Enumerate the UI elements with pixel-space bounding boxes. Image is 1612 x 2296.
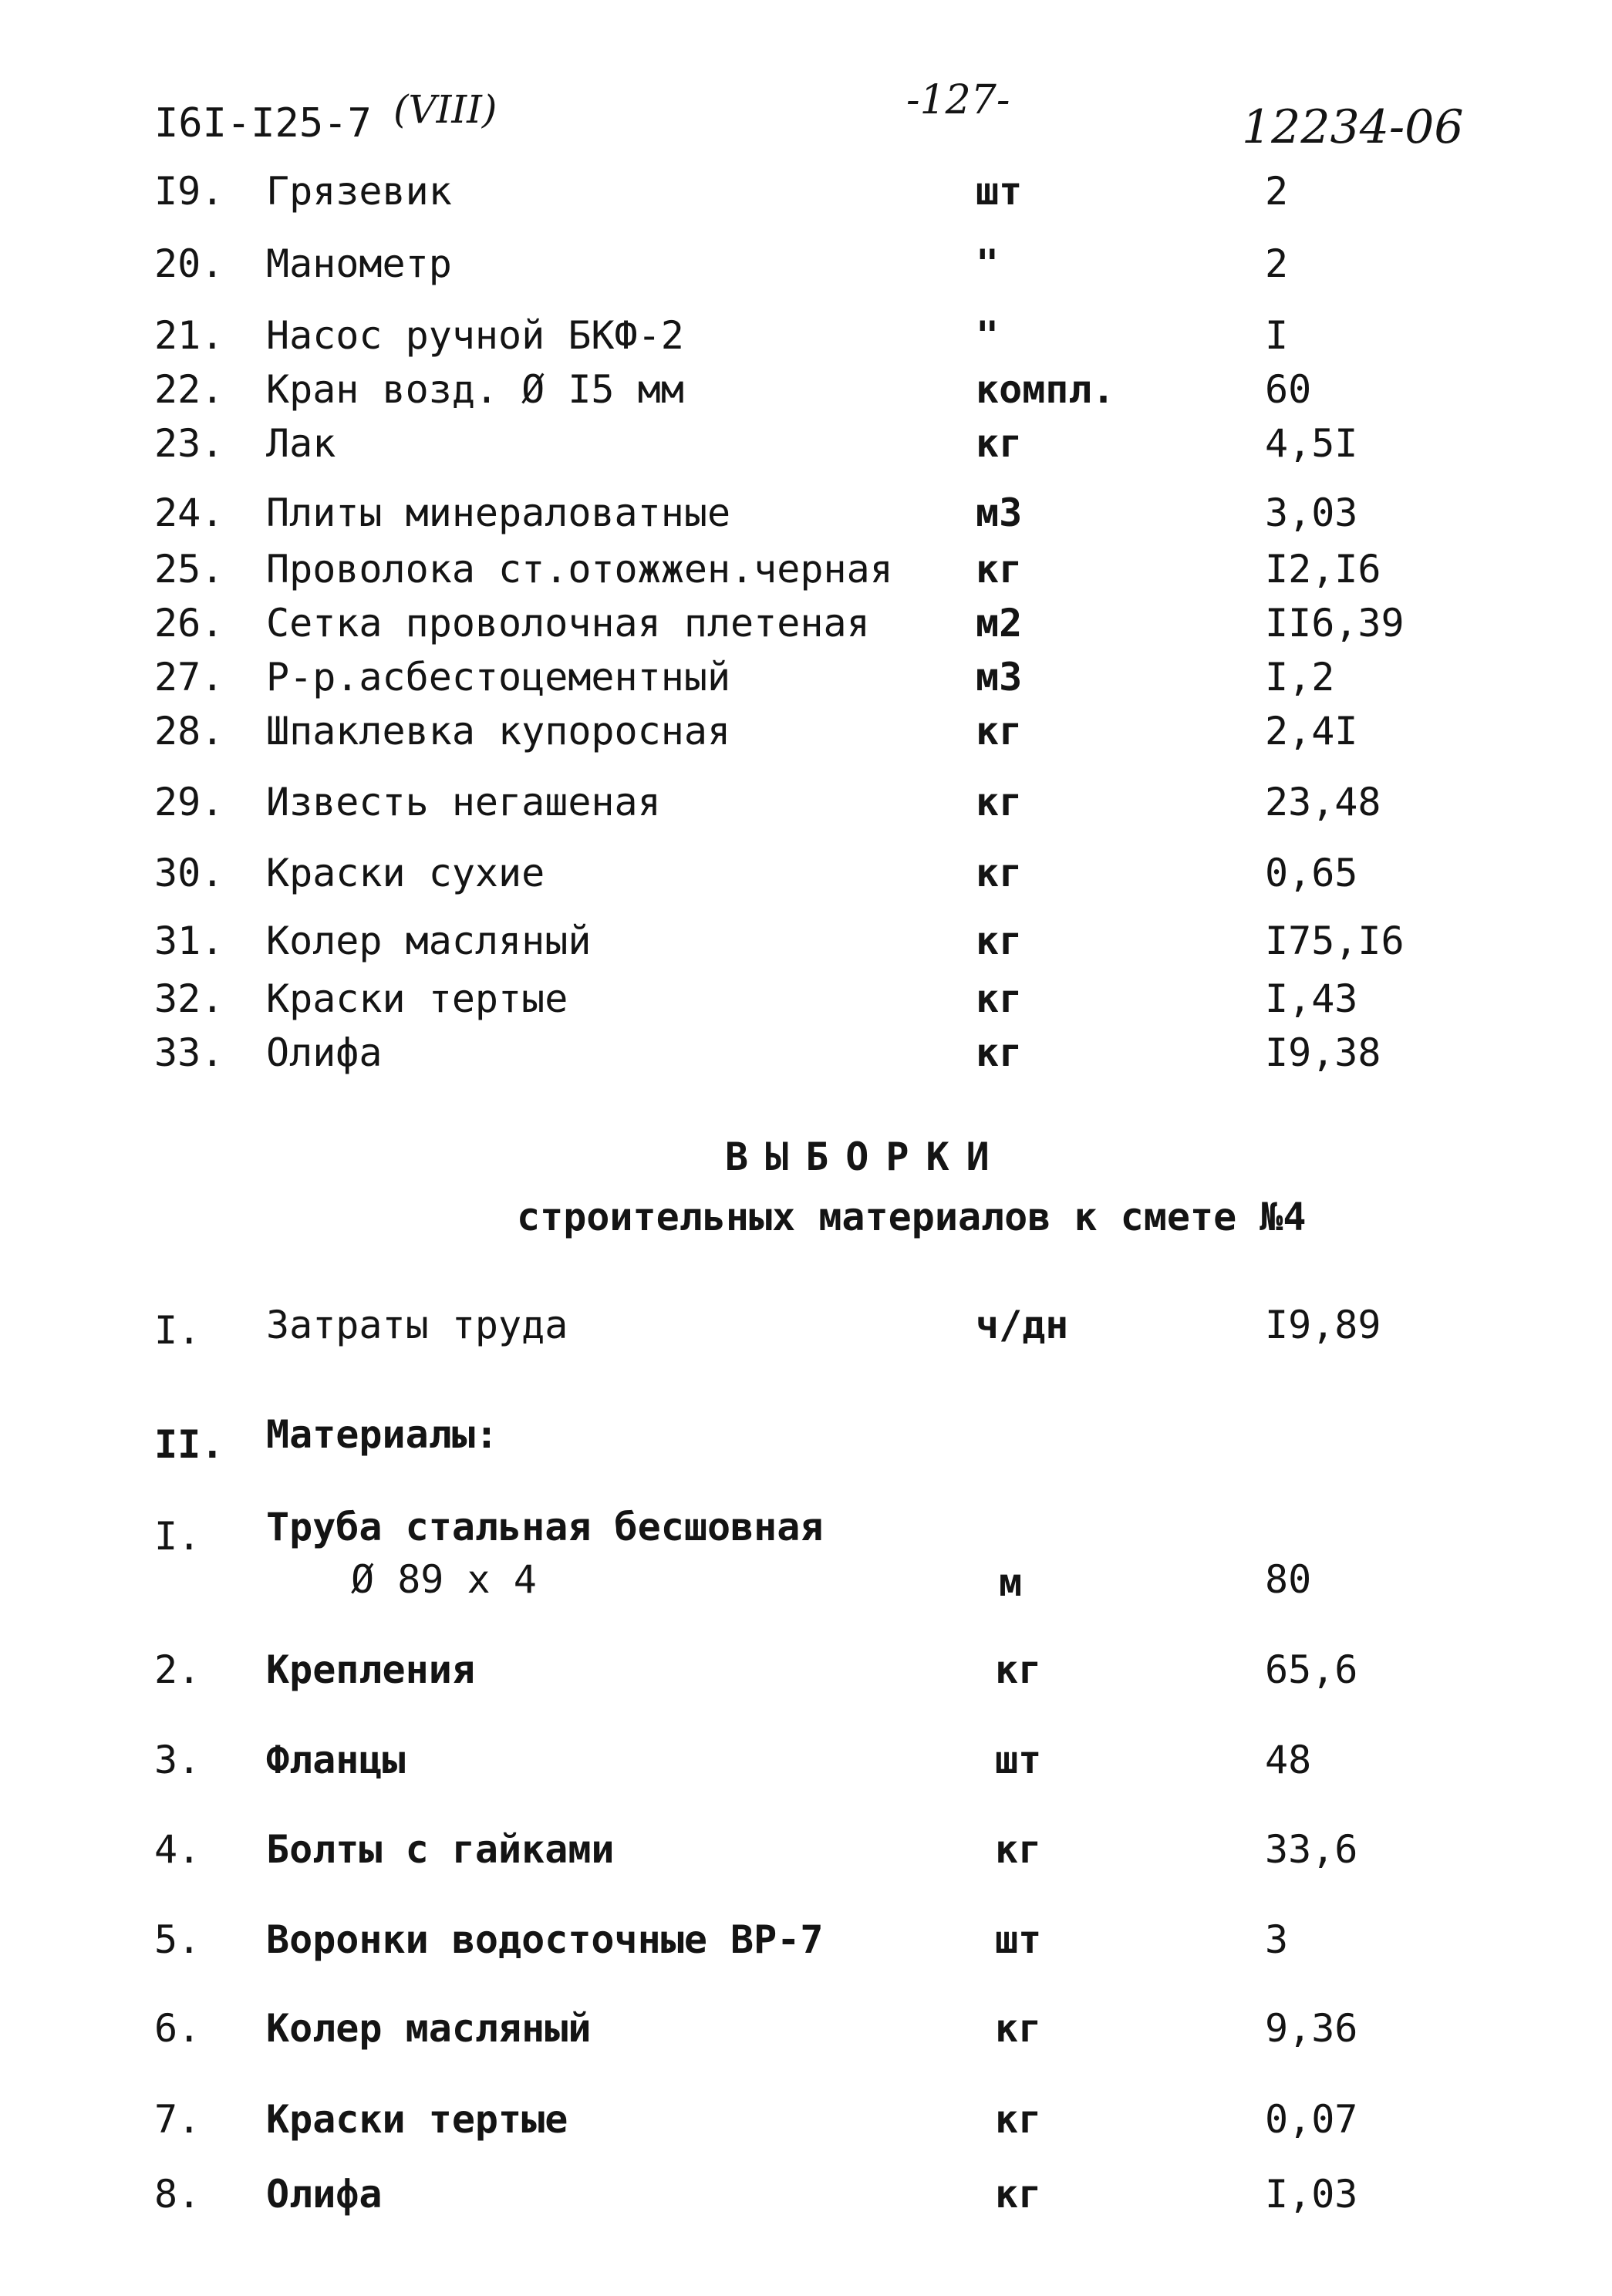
row-number: 25. (154, 547, 224, 592)
row-number: 7. (154, 2097, 201, 2142)
row-name: Лак (266, 421, 336, 466)
row-name: Олифа (266, 2172, 383, 2217)
row-quantity: 2 (1265, 241, 1289, 286)
row-number: 27. (154, 655, 224, 700)
row-number: 33. (154, 1030, 224, 1075)
row-quantity: 23,48 (1265, 780, 1381, 824)
row-quantity: 3 (1265, 1917, 1289, 1962)
materials-section-number: II. (154, 1422, 224, 1467)
document-code: I6I-I25-7 (154, 100, 372, 147)
row-unit: м (999, 1560, 1023, 1605)
row-number: 24. (154, 491, 224, 535)
row-quantity: I2,I6 (1265, 547, 1381, 592)
row-quantity: 2,4I (1265, 709, 1358, 754)
row-number: 6. (154, 2006, 201, 2051)
row-unit: " (976, 241, 1000, 286)
row-unit: кг (976, 780, 1023, 824)
row-quantity: I,43 (1265, 976, 1358, 1021)
row-unit: кг (995, 2097, 1042, 2142)
row-name: Воронки водосточные ВР-7 (266, 1917, 824, 1962)
volume-annotation: (VIII) (393, 87, 497, 132)
materials-section-label: Материалы: (266, 1412, 499, 1457)
row-name: Сетка проволочная плетеная (266, 601, 870, 646)
section-title: ВЫБОРКИ (725, 1135, 1007, 1179)
row-name: Краски тертые (266, 2097, 568, 2142)
row-unit: кг (995, 2006, 1042, 2051)
row-unit: кг (976, 851, 1023, 895)
row-unit: м3 (976, 655, 1023, 700)
row-number: 5. (154, 1917, 201, 1962)
row-quantity: I,2 (1265, 655, 1335, 700)
row-unit: шт (995, 1738, 1042, 1782)
row-spec: Ø 89 х 4 (351, 1557, 537, 1602)
row-unit: кг (976, 976, 1023, 1021)
row-unit: м2 (976, 601, 1023, 646)
row-quantity: 33,6 (1265, 1827, 1358, 1872)
row-number: 26. (154, 601, 224, 646)
row-name: Затраты труда (266, 1303, 568, 1347)
row-quantity: 0,65 (1265, 851, 1358, 895)
row-unit: " (976, 313, 1000, 358)
row-number: 28. (154, 709, 224, 754)
row-number: 31. (154, 919, 224, 963)
row-name: Шпаклевка купоросная (266, 709, 731, 754)
archive-number: 12234-06 (1242, 100, 1464, 154)
row-quantity: 48 (1265, 1738, 1312, 1782)
row-unit: м3 (976, 491, 1023, 535)
row-quantity: I,03 (1265, 2172, 1358, 2217)
row-number: 8. (154, 2172, 201, 2217)
row-unit: шт (995, 1917, 1042, 1962)
row-name: Проволока ст.отожжен.черная (266, 547, 893, 592)
row-name: Фланцы (266, 1738, 406, 1782)
row-quantity: 9,36 (1265, 2006, 1358, 2051)
row-name: Болты с гайками (266, 1827, 615, 1872)
row-name: Труба стальная бесшовная (266, 1505, 824, 1549)
row-unit: кг (976, 421, 1023, 466)
row-unit: кг (995, 2172, 1042, 2217)
row-name: Олифа (266, 1030, 383, 1075)
row-number: 29. (154, 780, 224, 824)
row-unit: кг (995, 1647, 1042, 1692)
row-quantity: I75,I6 (1265, 919, 1405, 963)
row-name: Колер масляный (266, 919, 592, 963)
row-name: Грязевик (266, 169, 452, 214)
row-name: Крепления (266, 1647, 475, 1692)
row-unit: кг (995, 1827, 1042, 1872)
row-unit: компл. (976, 367, 1115, 412)
row-unit: шт (976, 169, 1023, 214)
row-name: Манометр (266, 241, 452, 286)
row-name: Плиты минераловатные (266, 491, 731, 535)
row-name: Краски тертые (266, 976, 568, 1021)
row-unit: кг (976, 1030, 1023, 1075)
row-quantity: I9,38 (1265, 1030, 1381, 1075)
row-number: 20. (154, 241, 224, 286)
row-quantity: 4,5I (1265, 421, 1358, 466)
row-quantity: 3,03 (1265, 491, 1358, 535)
row-name: Насос ручной БКФ-2 (266, 313, 684, 358)
row-quantity: 60 (1265, 367, 1312, 412)
row-quantity: 0,07 (1265, 2097, 1358, 2142)
row-unit: кг (976, 547, 1023, 592)
row-number: I9. (154, 169, 224, 214)
row-number: 21. (154, 313, 224, 358)
row-name: Кран возд. Ø I5 мм (266, 367, 684, 412)
row-quantity: 2 (1265, 169, 1289, 214)
row-quantity: I9,89 (1265, 1303, 1381, 1347)
row-unit: кг (976, 709, 1023, 754)
row-name: Колер масляный (266, 2006, 592, 2051)
row-number: I. (154, 1308, 201, 1353)
row-number: 3. (154, 1738, 201, 1782)
row-quantity: I (1265, 313, 1289, 358)
row-name: Р-р.асбестоцементный (266, 655, 731, 700)
row-number: I. (154, 1514, 201, 1559)
row-quantity: 80 (1265, 1557, 1312, 1602)
page-number: -127- (906, 77, 1010, 123)
row-quantity: II6,39 (1265, 601, 1405, 646)
row-name: Известь негашеная (266, 780, 661, 824)
row-number: 32. (154, 976, 224, 1021)
section-subtitle: строительных материалов к смете №4 (517, 1195, 1307, 1239)
row-unit: ч/дн (976, 1303, 1069, 1347)
row-number: 2. (154, 1647, 201, 1692)
row-number: 22. (154, 367, 224, 412)
row-name: Краски сухие (266, 851, 545, 895)
row-unit: кг (976, 919, 1023, 963)
row-number: 23. (154, 421, 224, 466)
row-quantity: 65,6 (1265, 1647, 1358, 1692)
row-number: 30. (154, 851, 224, 895)
row-number: 4. (154, 1827, 201, 1872)
